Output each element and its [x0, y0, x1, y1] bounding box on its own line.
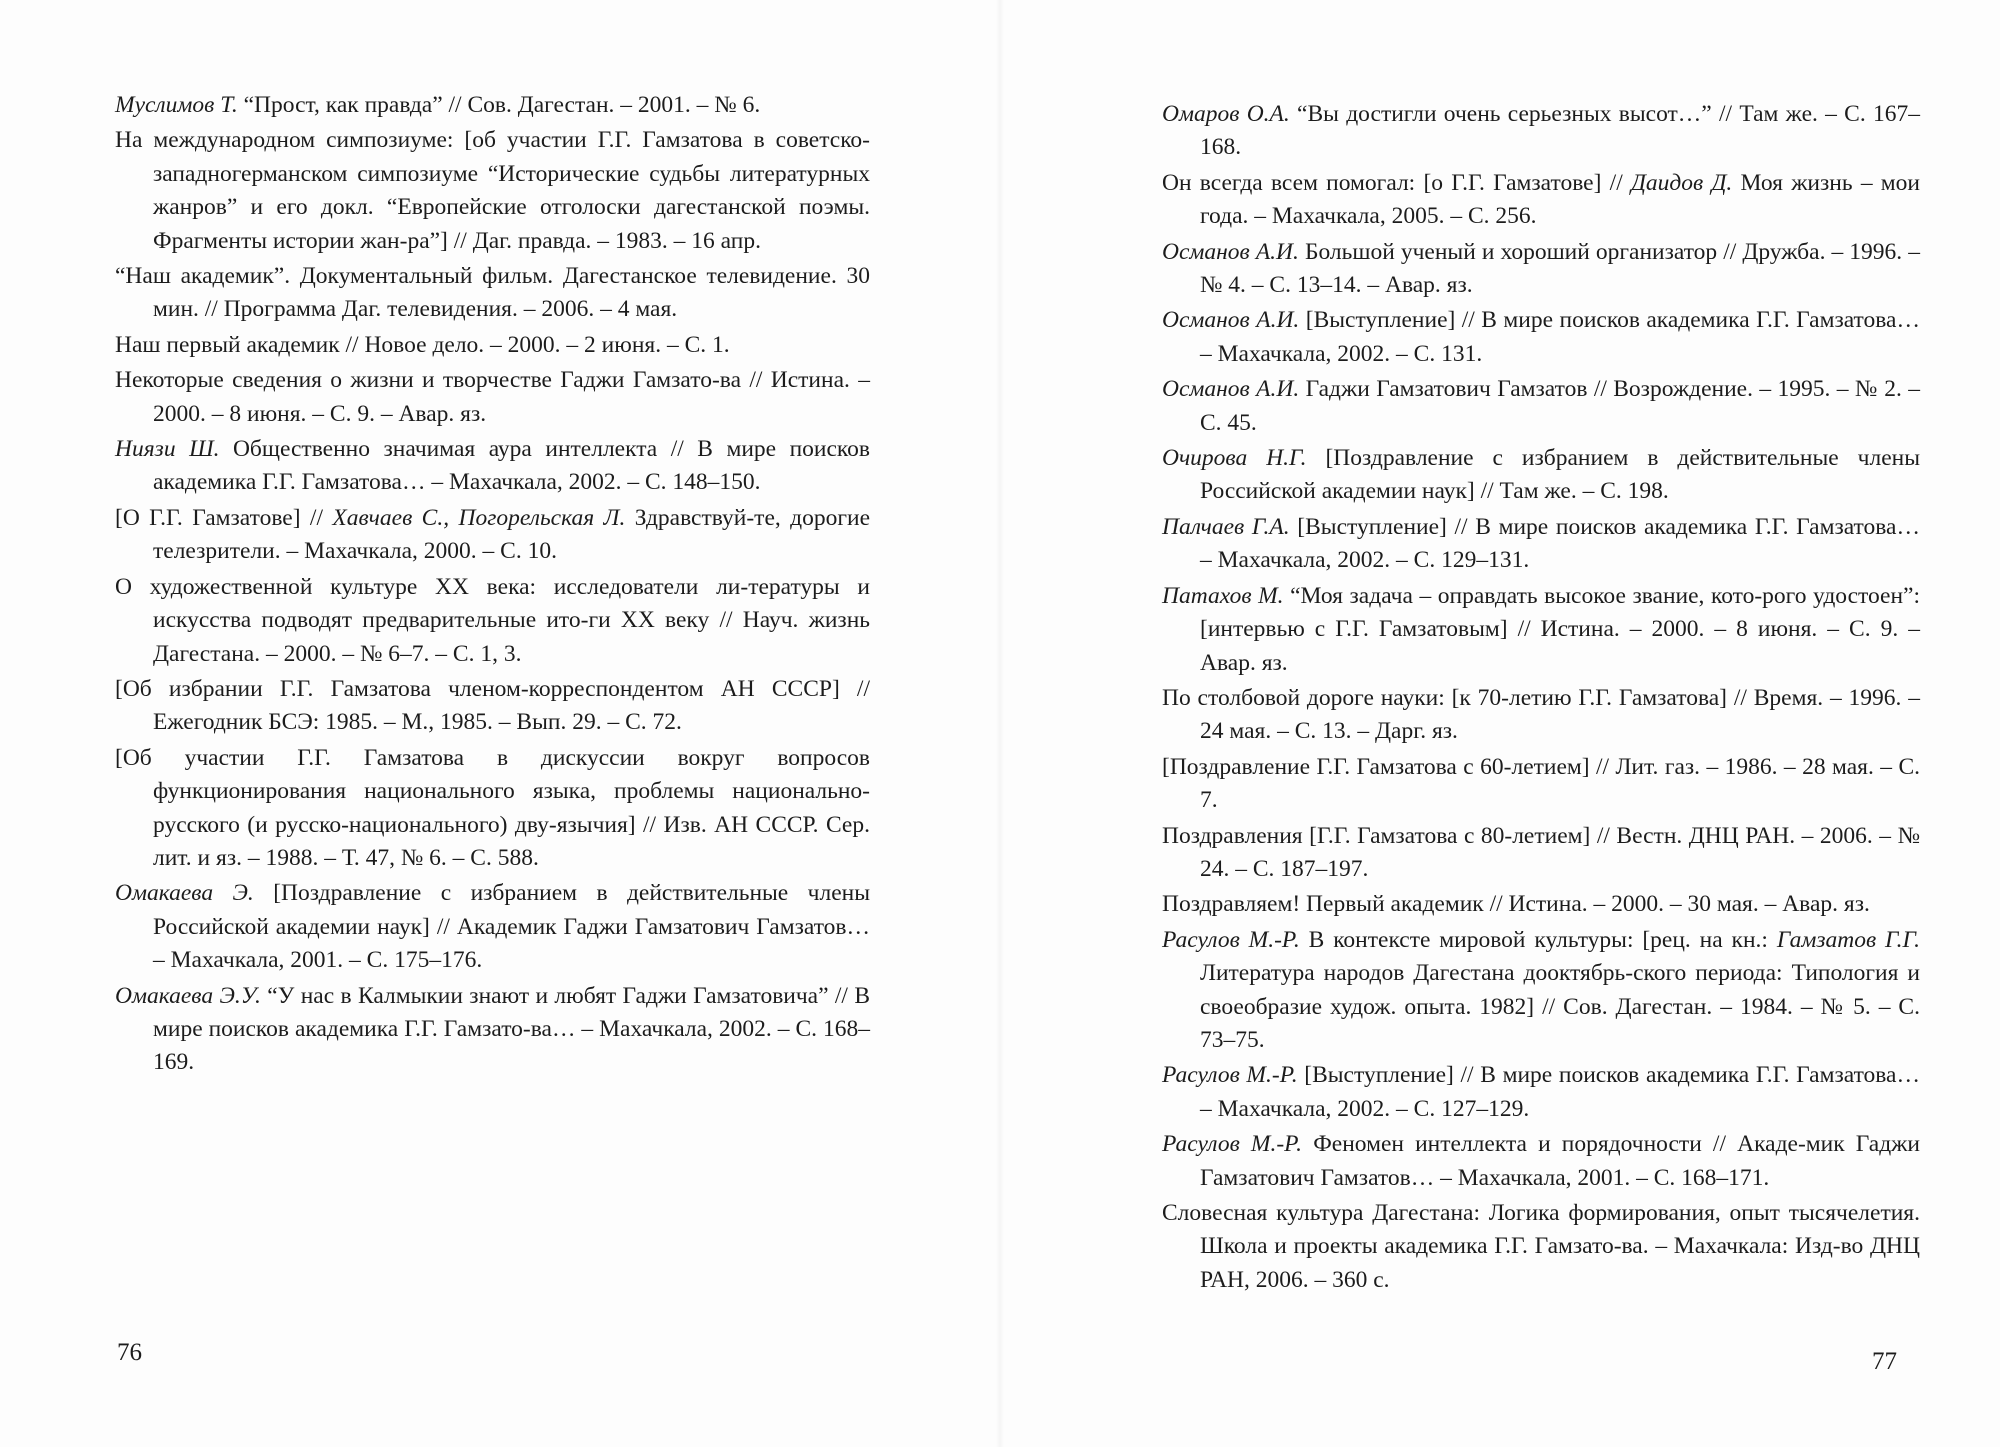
bibliography-entry — [1162, 924, 1920, 1058]
entry-author: Омакаева Э. — [115, 880, 254, 907]
entry-text: По столбовой дороге науки: [к 70-летию Г.Г. Гамзатова] // Время. – 1996. – 24 мая. – С. 13. – Дарг. яз. — [1162, 684, 1920, 745]
entry-text: “Вы достигли очень серьезных высот…” // Там же. – С. 167–168. — [1200, 101, 1921, 161]
entry-text: О художественной культуре XX века: исследователи ли-тературы и искусства подводят предварительные ито-ги XX веку // Науч. жизнь Дагестана. – 2000. – № 6–7. – С. 1, 3. — [115, 573, 870, 667]
left-page-number: 76 — [117, 1339, 142, 1366]
entry-text: Большой ученый и хороший организатор // Дружба. – 1996. – № 4. – С. 13–14. – Авар. яз. — [1200, 238, 1920, 299]
entry-text: “Прост, как правда” // Сов. Дагестан. – 2001. – № 6. — [237, 92, 761, 118]
entry-text: [О Г.Г. Гамзатове] // — [115, 504, 333, 531]
bibliography-entry — [115, 742, 870, 876]
entry-author: Османов А.И. — [1162, 238, 1299, 265]
bibliography-entry — [1162, 1059, 1920, 1126]
bibliography-entry — [1162, 373, 1920, 440]
entry-author: Патахов М. — [1162, 582, 1284, 609]
entry-text: Он всегда всем помогал: [о Г.Г. Гамзатове] // — [1162, 169, 1631, 196]
bibliography-entry — [1162, 236, 1920, 303]
entry-text: [Об избрании Г.Г. Гамзатова членом-корреспондентом АН СССР] // Ежегодник БСЭ: 1985. – М., 1985. – Вып. 29. – С. 72. — [115, 675, 870, 736]
entry-text: “У нас в Калмыкии знают и любят Гаджи Гамзатовича” // В мире поисков академика Г.Г. Гамзато-ва… – Махачкала, 2002. – С. 168–169. — [153, 982, 870, 1076]
right-page-number: 77 — [1872, 1348, 1897, 1375]
entry-author: Османов А.И. — [1162, 376, 1300, 403]
entry-text: [Выступление] // В мире поисков академика Г.Г. Гамзатова… – Махачкала, 2002. – С. 129–131. — [1200, 513, 1920, 574]
entry-text: Гаджи Гамзатович Гамзатов // Возрождение. – 1995. – № 2. – С. 45. — [1200, 376, 1920, 436]
bibliography-entry — [115, 877, 870, 977]
entry-author: Омаров О.А. — [1162, 101, 1290, 127]
bibliography-entry — [1162, 751, 1920, 818]
entry-author: Османов А.И. — [1162, 307, 1300, 334]
entry-text: [Выступление] // В мире поисков академика Г.Г. Гамзатова… – Махачкала, 2002. – С. 131. — [1200, 307, 1920, 367]
entry-text: [Поздравление с избранием в действительные члены Российской академии наук] // Академик Гаджи Гамзатович Гамзатов… – Махачкала, 2001. – С. 175–176. — [153, 880, 871, 974]
bibliography-entry — [1162, 888, 1920, 921]
entry-text: Словесная культура Дагестана: Логика формирования, опыт тысячелетия. Школа и проекты академика Г.Г. Гамзато-ва. – Махачкала: Изд-во ДНЦ РАН, 2006. – 360 с. — [1162, 1200, 1920, 1293]
bibliography-entry — [115, 433, 870, 500]
entry-author: Омакаева Э.У. — [115, 982, 261, 1009]
entry-text: “Моя задача – оправдать высокое звание, кото-рого удостоен”: [интервью с Г.Г. Гамзатовым] // Истина. – 2000. – 8 июня. – С. 9. – Авар. яз. — [1200, 582, 1920, 676]
bibliography-entry — [115, 124, 870, 258]
entry-text: Наш первый академик // Новое дело. – 2000. – 2 июня. – С. 1. — [115, 331, 730, 358]
bibliography-entry — [115, 89, 870, 122]
entry-inline-author: Даидов Д. — [1630, 169, 1733, 196]
entry-text: В контексте мировой культуры: [рец. на кн.: — [1299, 926, 1777, 953]
entry-author: Расулов М.-Р. — [1162, 926, 1300, 953]
entry-text-continued: Моя жизнь – мои года. – Махачкала, 2005. – С. 256. — [1200, 169, 1920, 230]
entry-text: На международном симпозиуме: [об участии Г.Г. Гамзатова в советско-западногерманском симпозиуме “Исторические судьбы литературных жанров” и его докл. “Европейские отголоски дагестанской поэмы. Фрагменты истории жан-ра”] // Даг. правда. – 1983. – 16 апр. — [115, 127, 870, 254]
bibliography-entry — [115, 502, 870, 569]
bibliography-entry — [1162, 511, 1920, 578]
entry-text-continued: Здравствуй-те, дорогие телезрители. – Махачкала, 2000. – С. 10. — [153, 504, 870, 565]
bibliography-entry — [115, 571, 870, 671]
entry-text: Некоторые сведения о жизни и творчестве Гаджи Гамзато-ва // Истина. – 2000. – 8 июня. – С. 9. – Авар. яз. — [115, 367, 870, 427]
entry-text: [Выступление] // В мире поисков академика Г.Г. Гамзатова… – Махачкала, 2002. – С. 127–129. — [1200, 1062, 1920, 1122]
entry-author: Расулов М.-Р. — [1162, 1062, 1298, 1089]
entry-text: Феномен интеллекта и порядочности // Акаде-мик Гаджи Гамзатович Гамзатов… – Махачкала, 2001. – С. 168–171. — [1200, 1131, 1920, 1191]
bibliography-entry — [1162, 442, 1920, 509]
entry-text-continued: Литература народов Дагестана доoктябрь-ского периода: Типология и своеобразие худож. опыта. 1982] // Сов. Дагестан. – 1984. – № 5. – С. 73–75. — [1200, 960, 1920, 1053]
entry-text: [Поздравление Г.Г. Гамзатова с 60-летием] // Лит. газ. – 1986. – 28 мая. – С. 7. — [1162, 753, 1920, 814]
bibliography-entry — [1162, 1128, 1920, 1195]
bibliography-entry — [1162, 682, 1920, 749]
bibliography-entry — [115, 673, 870, 740]
bibliography-entry — [1162, 820, 1920, 887]
entry-text: [Об участии Г.Г. Гамзатова в дискуссии вокруг вопросов функционирования национального языка, проблемы национально-русского (и русско-национального) дву-язычия] // Изв. АН СССР. Сер. лит. и яз. – 1988. – Т. 47, № 6. – С. 588. — [115, 744, 870, 871]
entry-text: Общественно значимая аура интеллекта // В мире поисков академика Г.Г. Гамзатова… – Махачкала, 2002. – С. 148–150. — [153, 436, 870, 496]
entry-author: Ниязи Ш. — [115, 436, 220, 463]
entry-author: Очирова Н.Г. — [1162, 445, 1307, 472]
entry-inline-author: Хавчаев С., Погорельская Л. — [332, 504, 626, 531]
bibliography-entry — [115, 260, 870, 327]
right-bibliography-list — [1162, 98, 1920, 1299]
entry-text: Поздравления [Г.Г. Гамзатова с 80-летием] // Вестн. ДНЦ РАН. – 2006. – № 24. – С. 187–197. — [1162, 822, 1920, 882]
left-bibliography-list — [115, 89, 870, 1082]
bibliography-entry — [1162, 580, 1920, 680]
bibliography-entry — [1162, 167, 1920, 234]
right-page — [1000, 0, 2000, 1447]
entry-author: Палчаев Г.А. — [1162, 513, 1290, 540]
bibliography-entry — [115, 980, 870, 1080]
entry-author: Муслимов Т. — [115, 92, 238, 118]
bibliography-entry — [1162, 304, 1920, 371]
entry-text: Поздравляем! Первый академик // Истина. – 2000. – 30 мая. – Авар. яз. — [1162, 891, 1870, 918]
entry-text: [Поздравление с избранием в действительные члены Российской академии наук] // Там же. – С. 198. — [1200, 445, 1920, 505]
bibliography-entry — [115, 364, 870, 431]
bibliography-entry — [1162, 98, 1920, 165]
bibliography-entry — [1162, 1197, 1920, 1297]
entry-author: Расулов М.-Р. — [1162, 1131, 1303, 1158]
bibliography-entry — [115, 329, 870, 362]
entry-inline-author: Гамзатов Г.Г. — [1776, 926, 1920, 953]
entry-text: “Наш академик”. Документальный фильм. Дагестанское телевидение. 30 мин. // Программа Даг. телевидения. – 2006. – 4 мая. — [115, 263, 870, 323]
